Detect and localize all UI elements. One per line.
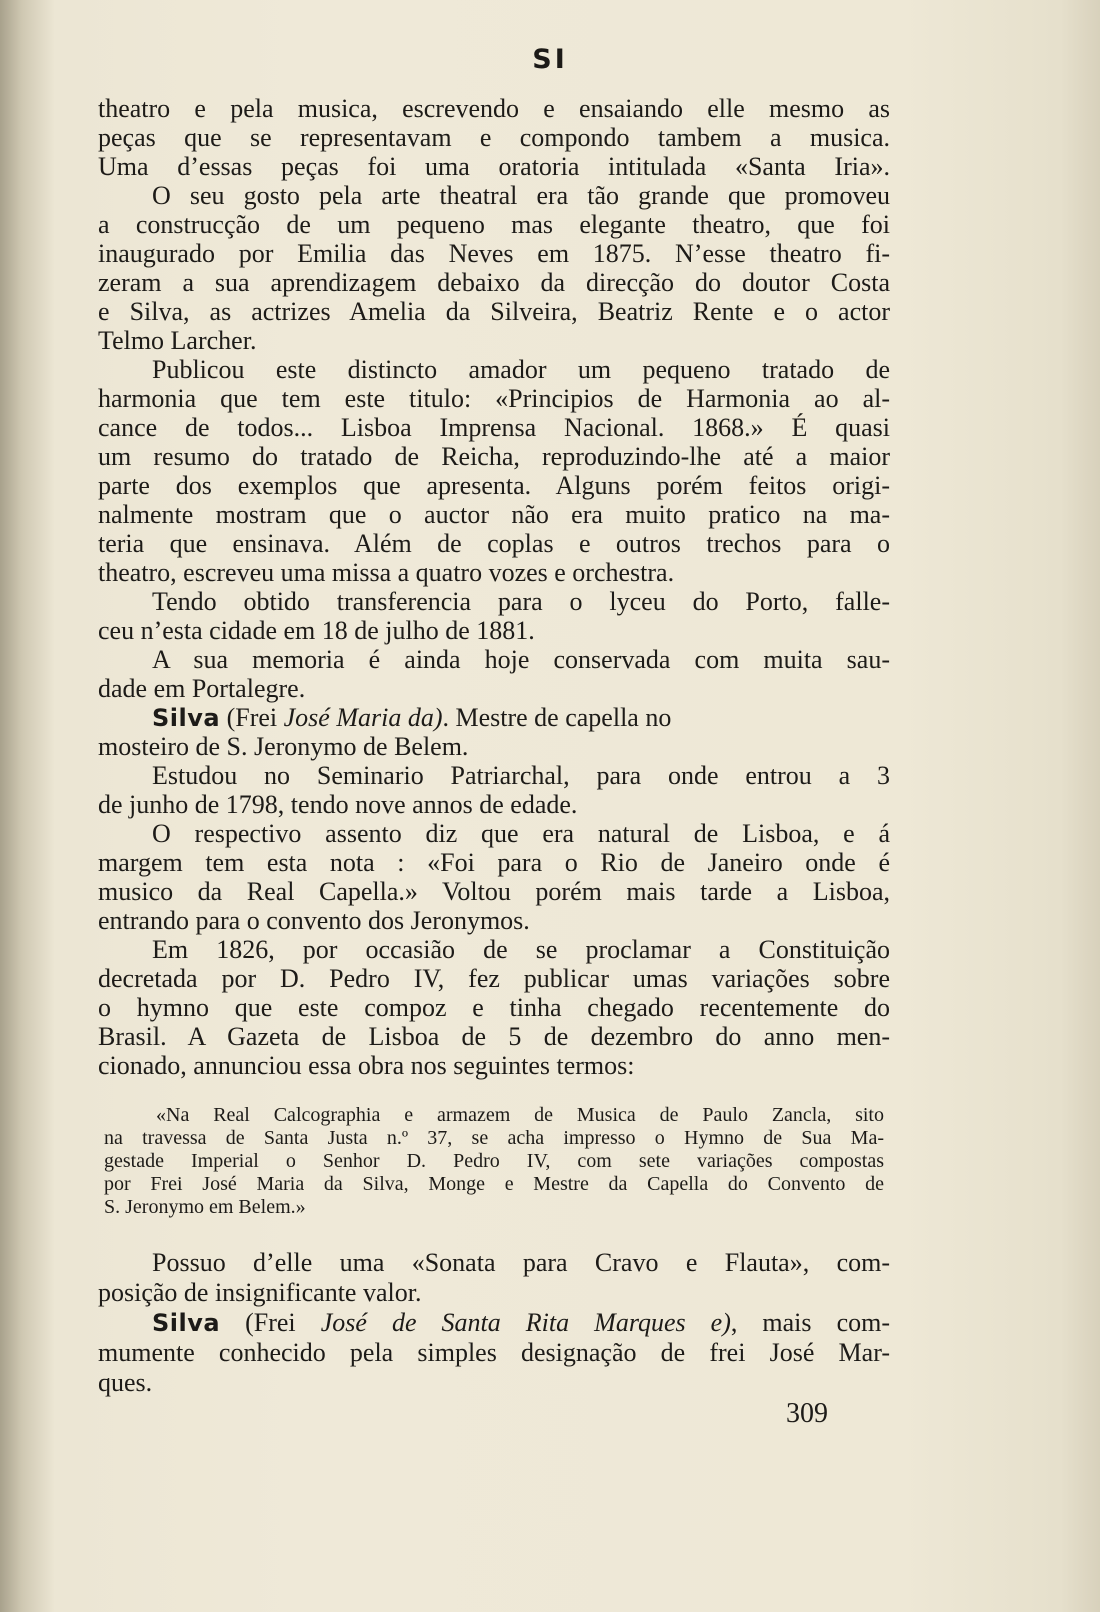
text-line: e Silva, as actrizes Amelia da Silveira, Beatriz Rente e o actor [98,297,890,326]
text-line: Telmo Larcher. [98,326,257,355]
text-line: ques. [98,1368,153,1397]
text-line: parte dos exemplos que apresenta. Alguns porém feitos origi- [98,471,890,500]
entry-italic: José de Santa Rita Marques e) [320,1308,731,1337]
text-line: Tendo obtido transferencia para o lyceu do Porto, falle- [152,587,890,616]
text-line: entrando para o convento dos Jeronymos. [98,906,530,935]
text-line: margem tem esta nota : «Foi para o Rio de Janeiro onde é [98,848,890,877]
text-line: o hymno que este compoz e tinha chegado recentemente do [98,993,890,1022]
text-line: cionado, annunciou essa obra nos seguintes termos: [98,1051,635,1080]
text-line: inaugurado por Emilia das Neves em 1875. N’esse theatro fi- [98,239,890,268]
text-line: Em 1826, por occasião de se proclamar a Constituição [152,935,890,964]
text-line: mosteiro de S. Jeronymo de Belem. [98,732,469,761]
text-line: dade em Portalegre. [98,674,306,703]
text-line: Brasil. A Gazeta de Lisboa de 5 de dezembro do anno men- [98,1022,890,1051]
page-number: 309 [786,1398,828,1429]
text-line: um resumo do tratado de Reicha, reproduzindo-lhe até a maior [98,442,890,471]
running-head: SI [532,44,568,75]
text-line: peças que se representavam e compondo tambem a musica. [98,123,890,152]
quote-line: «Na Real Calcographia e armazem de Musica de Paulo Zancla, sito [156,1104,884,1126]
text-line: Uma d’essas peças foi uma oratoria intitulada «Santa Iria». [98,152,890,181]
text-line: O respectivo assento diz que era natural de Lisboa, e á [152,819,890,848]
entry-italic: José Maria da) [283,703,443,732]
text-line: zeram a sua aprendizagem debaixo da direcção do doutor Costa [98,268,890,297]
text-line: ceu n’esta cidade em 18 de julho de 1881. [98,616,535,645]
body-text [98,94,890,1080]
text-line: theatro e pela musica, escrevendo e ensaiando elle mesmo as [98,94,890,123]
text-line: de junho de 1798, tendo nove annos de edade. [98,790,578,819]
entry-name: Silva [152,1309,221,1337]
entry-paren-open: (Frei [220,703,284,732]
text-line: Possuo d’elle uma «Sonata para Cravo e Flauta», com- [152,1248,890,1277]
text-line: A sua memoria é ainda hoje conservada com muita sau- [152,645,890,674]
text-line: nalmente mostram que o auctor não era muito pratico na ma- [98,500,890,529]
text-line: cance de todos... Lisboa Imprensa Nacional. 1868.» É quasi [98,413,890,442]
text-line: decretada por D. Pedro IV, fez publicar umas variações sobre [98,964,890,993]
entry-heading-line [98,703,890,732]
text-line: harmonia que tem este titulo: «Principios de Harmonia ao al- [98,384,890,413]
text-line: Estudou no Seminario Patriarchal, para onde entrou a 3 [152,761,890,790]
entry-desc: . Mestre de capella no [442,703,672,732]
text-line: theatro, escreveu uma missa a quatro vozes e orchestra. [98,558,675,587]
quote-line: por Frei José Maria da Silva, Monge e Mestre da Capella do Convento de [104,1173,884,1195]
entry-desc: , mais com- [730,1308,890,1337]
text-line: Publicou este distincto amador um pequeno tratado de [152,355,890,384]
quote-line: S. Jeronymo em Belem.» [104,1196,306,1218]
quote-line: gestade Imperial o Senhor D. Pedro IV, com sete variações compostas [104,1150,884,1172]
text-line: O seu gosto pela arte theatral era tão grande que promoveu [152,181,890,210]
body-text-continued [98,1248,890,1398]
block-quote [104,1104,884,1219]
text-line: posição de insignificante valor. [98,1278,422,1307]
quote-line: na travessa de Santa Justa n.º 37, se acha impresso o Hymno de Sua Ma- [104,1127,884,1149]
entry-paren-open: (Frei [220,1308,321,1337]
text-line: mumente conhecido pela simples designação de frei José Mar- [98,1338,890,1367]
text-line: teria que ensinava. Além de coplas e outros trechos para o [98,529,890,558]
entry-name: Silva [152,704,221,732]
text-line: musico da Real Capella.» Voltou porém mais tarde a Lisboa, [98,877,890,906]
text-line: a construcção de um pequeno mas elegante theatro, que foi [98,210,890,239]
entry-heading-line [98,1308,890,1338]
